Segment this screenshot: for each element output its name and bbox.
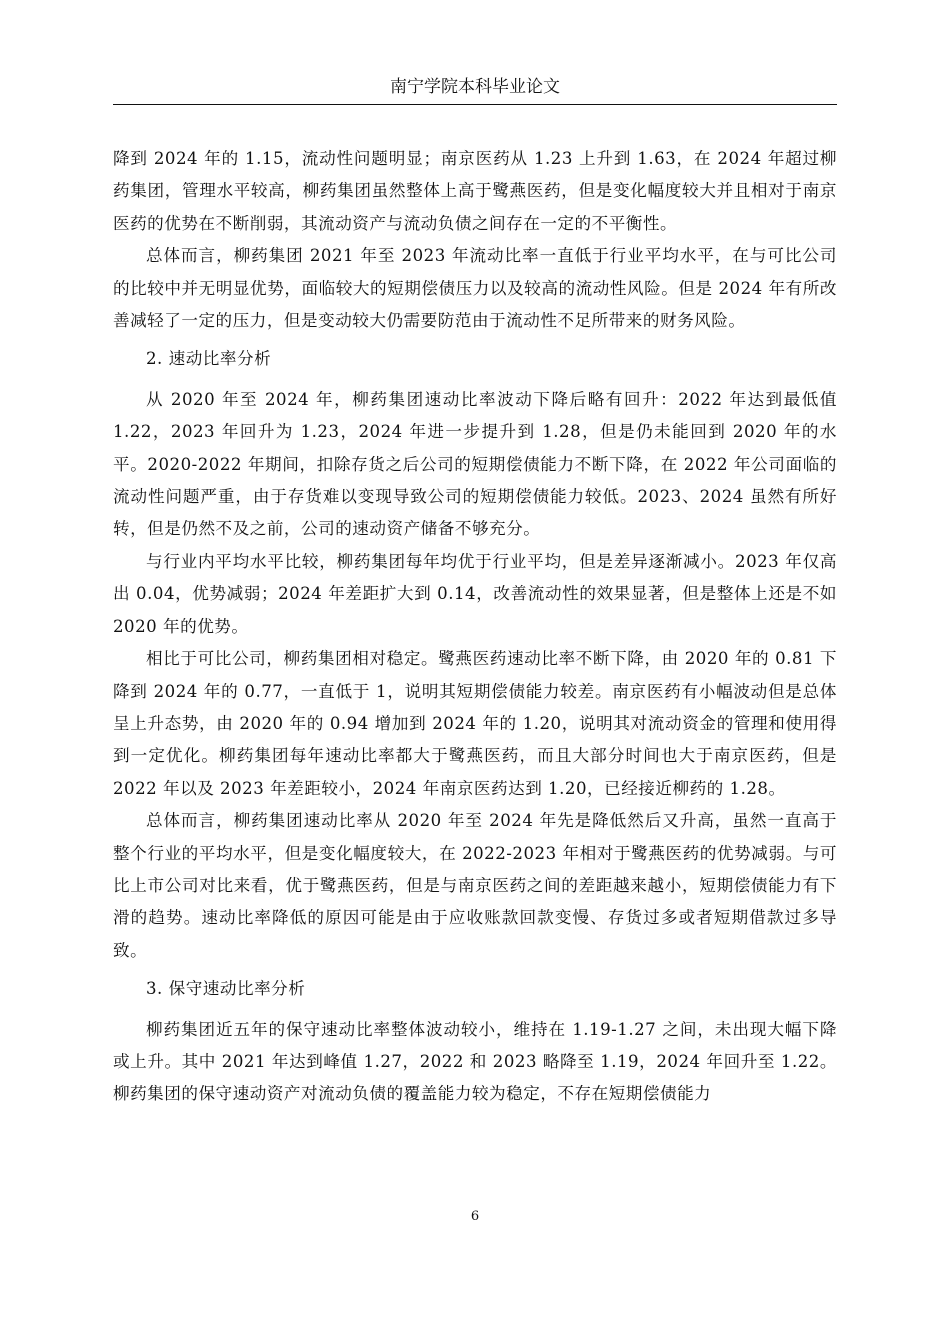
section-heading-quick-ratio: 2. 速动比率分析 bbox=[146, 349, 272, 369]
page-number: 6 bbox=[470, 1209, 480, 1224]
header-rule bbox=[113, 104, 837, 105]
paragraph-continuation: 降到 2024 年的 1.15，流动性问题明显；南京医药从 1.23 上升到 1.63，在 2024 年超过柳药集团，管理水平较高，柳药集团虽然整体上高于鹭燕医药，但是变化幅度较大并且相对于南京医药的优势在不断削弱，其流动资产与流动负债之间存在一定的不平衡性。 bbox=[113, 149, 837, 233]
section-heading-conservative-quick-ratio: 3. 保守速动比率分析 bbox=[146, 979, 306, 999]
page-body bbox=[113, 143, 837, 1111]
paragraph-quick-ratio-summary: 总体而言，柳药集团速动比率从 2020 年至 2024 年先是降低然后又升高，虽然一直高于整个行业的平均水平，但是变化幅度较大，在 2022-2023 年相对于鹭燕医药的优势减弱。与可比上市公司对比来看，优于鹭燕医药，但是与南京医药之间的差距越来越小，短期偿债能力有下滑的趋势。速动比率降低的原因可能是由于应收账款回款变慢、存货过多或者短期借款过多导致。 bbox=[113, 811, 837, 960]
paragraph-peer-comparison: 相比于可比公司，柳药集团相对稳定。鹭燕医药速动比率不断下降，由 2020 年的 0.81 下降到 2024 年的 0.77，一直低于 1，说明其短期偿债能力较差。南京医药有小幅波动但是总体呈上升态势，由 2020 年的 0.94 增加到 2024 年的 1.20，说明其对流动资金的管理和使用得到一定优化。柳药集团每年速动比率都大于鹭燕医药，而且大部分时间也大于南京医药，但是 2022 年以及 2023 年差距较小，2024 年南京医药达到 1.20，已经接近柳药的 1.28。 bbox=[113, 649, 837, 798]
paragraph-conservative-quick-ratio: 柳药集团近五年的保守速动比率整体波动较小，维持在 1.19-1.27 之间，未出现大幅下降或上升。其中 2021 年达到峰值 1.27，2022 和 2023 略降至 1.19，2024 年回升至 1.22。柳药集团的保守速动资产对流动负债的覆盖能力较为稳定，不存在短期偿债能力 bbox=[113, 1019, 837, 1104]
paragraph-current-ratio-summary: 总体而言，柳药集团 2021 年至 2023 年流动比率一直低于行业平均水平，在与可比公司的比较中并无明显优势，面临较大的短期偿债压力以及较高的流动性风险。但是 2024 年有所改善减轻了一定的压力，但是变动较大仍需要防范由于流动性不足所带来的财务风险。 bbox=[113, 246, 837, 331]
paragraph-industry-comparison: 与行业内平均水平比较，柳药集团每年均优于行业平均，但是差异逐渐减小。2023 年仅高出 0.04，优势减弱；2024 年差距扩大到 0.14，改善流动性的效果显著，但是整体上还是不如 2020 年的优势。 bbox=[113, 551, 837, 636]
paragraph-quick-ratio-trend: 从 2020 年至 2024 年，柳药集团速动比率波动下降后略有回升：2022 年达到最低值 1.22，2023 年回升为 1.23，2024 年进一步提升到 1.28，但是仍未能回到 2020 年的水平。2020-2022 年期间，扣除存货之后公司的短期偿债能力不断下降，在 2022 年公司面临的流动性问题严重，由于存货难以变现导致公司的短期偿债能力较低。2023、2024 虽然有所好转，但是仍然不及之前，公司的速动资产储备不够充分。 bbox=[113, 389, 837, 539]
running-header: 南宁学院本科毕业论文 bbox=[390, 77, 560, 97]
